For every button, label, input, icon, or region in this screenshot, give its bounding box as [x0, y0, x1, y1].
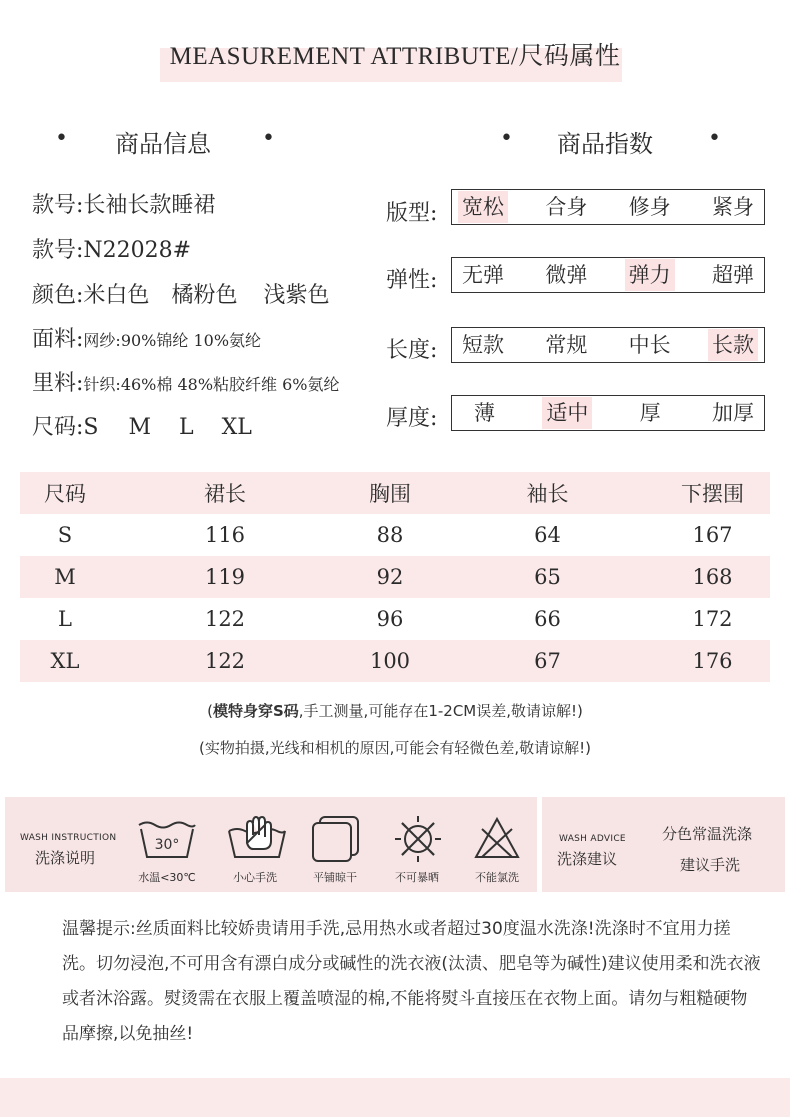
table-cell: L	[58, 607, 72, 631]
table-header-row	[20, 472, 770, 514]
thickness-option: 薄	[474, 401, 495, 425]
table-cell: 65	[534, 565, 561, 589]
color-option: 橘粉色	[171, 283, 238, 308]
section-product-info: 商品信息	[115, 130, 211, 158]
table-cell: 122	[204, 607, 246, 631]
size-option: L	[179, 415, 194, 440]
wash-caption: 不能氯洗	[475, 871, 519, 884]
length-option: 短款	[462, 333, 504, 357]
size-option: M	[128, 415, 152, 440]
wash-30-icon	[135, 817, 199, 861]
length-option: 常规	[545, 333, 588, 357]
table-cell: 88	[376, 523, 404, 547]
table-cell: 167	[692, 523, 733, 547]
info-value: N22028#	[83, 238, 192, 263]
wash-instruction-panel	[5, 797, 537, 892]
section-product-index: 商品指数	[557, 130, 653, 158]
info-lining	[32, 366, 340, 397]
info-code	[32, 233, 191, 264]
dry-flat-icon	[310, 815, 360, 863]
bullet-dot: •	[55, 126, 68, 151]
wash-caption: 小心手洗	[233, 871, 277, 884]
stretch-option: 弹力	[625, 259, 675, 291]
bullet-dot: •	[500, 126, 513, 151]
table-header: 下摆围	[681, 482, 744, 506]
index-fit	[451, 189, 765, 225]
table-cell: 96	[376, 607, 404, 631]
table-cell: S	[57, 523, 73, 547]
index-stretch-label: 弹性:	[386, 268, 438, 293]
wash-advice-en: WASH ADVICE	[559, 834, 626, 844]
table-cell: 116	[204, 523, 246, 547]
table-cell: 122	[204, 649, 246, 673]
index-thickness	[451, 395, 765, 431]
index-length-label: 长度:	[386, 338, 438, 363]
care-tips: 温馨提示:丝质面料比较娇贵请用手洗,忌用热水或者超过30度温水洗涤!洗涤时不宜用力搓洗。切勿浸泡,不可用含有漂白成分或碱性的洗衣液(汰渍、肥皂等为碱性)建议使用柔和洗衣液或者沐浴露。熨烫需在衣服上覆盖喷湿的棉,不能将熨斗直接压在衣物上面。请勿与粗糙硬物品摩擦,以免抽丝!	[62, 919, 761, 1044]
size-option: XL	[221, 415, 252, 440]
info-sizes	[32, 410, 252, 441]
page-title: MEASUREMENT ATTRIBUTE/尺码属性	[169, 43, 621, 70]
table-cell: 119	[204, 565, 246, 589]
stretch-option: 无弹	[462, 263, 504, 287]
thickness-option: 加厚	[711, 401, 754, 425]
info-fabric	[32, 322, 261, 353]
table-row	[20, 640, 770, 682]
info-label: 款号:	[32, 193, 84, 218]
wash-instruction-cn: 洗涤说明	[35, 849, 96, 867]
note-rest: ,手工测量,可能存在1-2CM误差,敬请谅解!)	[298, 702, 583, 720]
table-cell: 100	[369, 649, 411, 673]
table-cell: 176	[692, 649, 733, 673]
bullet-dot: •	[708, 126, 721, 151]
info-label: 面料:	[32, 327, 84, 352]
wash-advice-line: 分色常温洗涤	[662, 825, 753, 843]
color-option: 浅紫色	[263, 283, 330, 308]
info-value: 长袖长款睡裙	[83, 193, 216, 218]
table-cell: M	[54, 565, 76, 589]
info-label: 款号:	[32, 238, 84, 263]
fit-option: 修身	[628, 195, 671, 219]
model-note	[0, 700, 790, 721]
table-cell: 67	[534, 649, 561, 673]
table-row	[20, 514, 770, 556]
index-thickness-label: 厚度:	[386, 406, 438, 431]
table-cell: 92	[376, 565, 404, 589]
thickness-option: 适中	[542, 397, 592, 429]
table-header: 裙长	[204, 482, 246, 506]
table-cell: 66	[534, 607, 561, 631]
size-table	[20, 472, 770, 682]
info-label: 里料:	[32, 371, 84, 396]
length-option: 中长	[628, 333, 671, 357]
index-length	[451, 327, 765, 363]
color-option: 米白色	[83, 283, 150, 308]
fit-option: 合身	[545, 195, 588, 219]
info-label: 尺码:	[32, 415, 84, 440]
wash-caption: 平铺晾干	[313, 871, 357, 884]
info-colors	[32, 278, 329, 309]
bottom-lace-band	[0, 1078, 790, 1117]
hand-wash-icon	[225, 813, 289, 861]
table-cell: 64	[534, 523, 561, 547]
info-label: 颜色:	[32, 283, 84, 308]
table-header: 尺码	[44, 482, 86, 506]
table-cell: XL	[50, 649, 80, 673]
table-header: 袖长	[526, 482, 569, 506]
stretch-option: 微弹	[545, 263, 588, 287]
wash-instruction-en: WASH INSTRUCTION	[20, 833, 117, 843]
fit-option: 宽松	[458, 191, 508, 223]
wash-advice-panel	[542, 797, 785, 892]
table-header: 胸围	[369, 482, 411, 506]
table-row	[20, 556, 770, 598]
info-value: 网纱:90%锦纶 10%氨纶	[83, 331, 262, 350]
info-style	[32, 188, 215, 219]
length-option: 长款	[708, 329, 758, 361]
table-cell: 172	[692, 607, 733, 631]
wash-caption: 不可暴晒	[395, 871, 439, 884]
bullet-dot: •	[262, 126, 275, 151]
no-sun-icon	[390, 813, 446, 865]
size-option: S	[83, 415, 99, 440]
index-stretch	[451, 257, 765, 293]
table-cell: 168	[692, 565, 733, 589]
no-bleach-icon	[472, 815, 522, 861]
wash-caption: 水温<30℃	[138, 871, 196, 884]
fit-option: 紧身	[711, 195, 754, 219]
info-value: 针织:46%棉 48%粘胶纤维 6%氨纶	[83, 375, 340, 394]
photo-note: (实物拍摄,光线和相机的原因,可能会有轻微色差,敬请谅解!)	[198, 739, 592, 757]
stretch-option: 超弹	[711, 263, 754, 287]
note-open: (	[207, 702, 213, 720]
index-fit-label: 版型:	[386, 201, 438, 226]
wash-advice-line: 建议手洗	[680, 856, 741, 874]
wash-advice-cn: 洗涤建议	[557, 850, 618, 868]
note-bold: 模特身穿S码	[212, 702, 299, 720]
wash-temp: 30°	[154, 837, 180, 853]
table-row	[20, 598, 770, 640]
thickness-option: 厚	[639, 401, 661, 425]
